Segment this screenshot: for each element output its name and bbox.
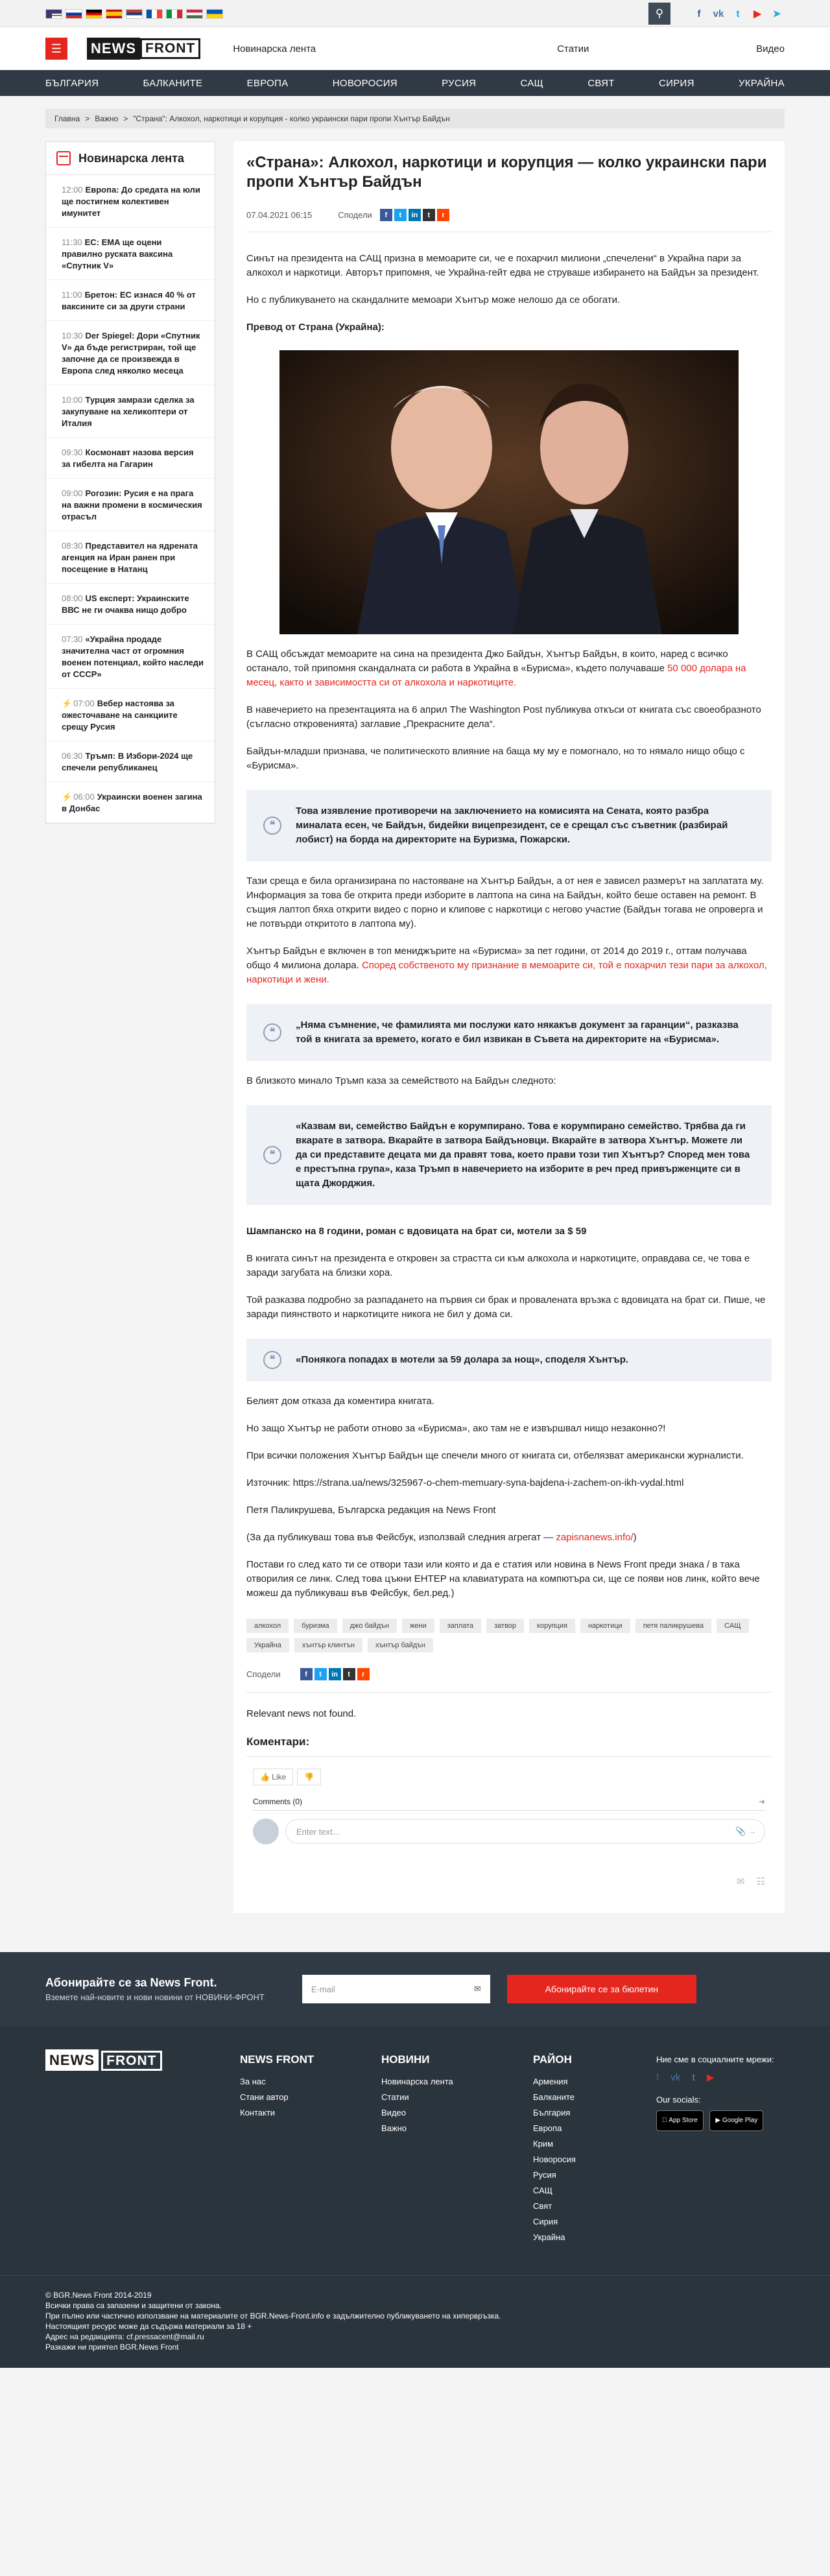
- top-bar: [0, 0, 830, 27]
- email-input[interactable]: [302, 1975, 490, 2003]
- youtube-icon[interactable]: ▶: [753, 8, 761, 19]
- footer-link[interactable]: Украйна: [533, 2232, 565, 2242]
- sidebar-news-item[interactable]: [46, 584, 215, 625]
- email-subscribe-icon[interactable]: ✉: [736, 1876, 745, 1887]
- facebook-icon[interactable]: f: [697, 8, 701, 19]
- article-paragraph: [246, 944, 772, 987]
- news-time: 07:30: [62, 634, 83, 644]
- login-icon[interactable]: ➜: [758, 1797, 765, 1806]
- news-title: Der Spiegel: Дори «Спутник V» да бъде регистриран, той ще започне да се произвежда в Европа след няколко месеца: [62, 331, 200, 376]
- breadcrumb-current: "Страна": Алкохол, наркотици и корупция - колко украински пари пропи Хънтър Байдън: [133, 114, 450, 123]
- footer-link[interactable]: Статии: [381, 2092, 409, 2102]
- share-linkedin-icon[interactable]: in: [409, 209, 421, 221]
- vk-icon[interactable]: vk: [670, 2072, 681, 2083]
- article-paragraph: Белият дом отказа да коментира книгата.: [246, 1396, 434, 1407]
- envelope-icon: ✉: [473, 1984, 481, 1994]
- flag-ua-icon[interactable]: [206, 9, 223, 19]
- footer-legal-line: Адрес на редакцията: cf.pressacent@mail.ru: [45, 2332, 204, 2341]
- search-icon[interactable]: ⚲: [648, 3, 670, 25]
- news-time: 11:30: [62, 237, 82, 247]
- text-span: Хънтър Байдън е включен в топ мениджърите на «Бурисма» за пет години, от 2014 до 2019 г., оттам получава общо 4 милиона долара.: [246, 946, 747, 971]
- quote-block: [246, 1105, 772, 1205]
- news-title: «Украйна продаде значителна част от огромния военен потенциал, който наследи от СССР»: [62, 634, 204, 679]
- news-time: 06:00: [73, 792, 95, 802]
- share-tumblr-icon[interactable]: t: [423, 209, 435, 221]
- tag[interactable]: корупция: [529, 1619, 575, 1633]
- comments-count[interactable]: Comments (0): [253, 1797, 303, 1806]
- quote-text: «Казвам ви, семейство Байдън е корумпирано. Това е корумпирано семейство. Трябва да ги вкарате в затвора. Вкарайте в затвора Байдъновци. Вкарайте в затвора Хънтър. Можете ли да си представите децата ми да правят това, което прави този тип Хънтър? Според мен това е престъпна група», каза Тръмп в навечерието на изборите в реч пред привърженците си в щата Джорджия.: [296, 1121, 750, 1189]
- share-linkedin-icon[interactable]: in: [329, 1668, 341, 1680]
- footer-link[interactable]: България: [533, 2108, 571, 2117]
- calendar-icon: [56, 151, 71, 165]
- share-bar: [246, 1668, 772, 1693]
- footer-bottom: [0, 2275, 830, 2368]
- menu-icon[interactable]: ☰: [45, 38, 67, 60]
- footer-link[interactable]: Свят: [533, 2201, 552, 2211]
- nav-world[interactable]: СВЯТ: [587, 77, 615, 89]
- sidebar-news-item[interactable]: [46, 385, 215, 438]
- share-twitter-icon[interactable]: t: [314, 1668, 327, 1680]
- article-paragraph: Тази среща е била организирана по настояване на Хънтър Байдън, а от нея е зависел размерът на заплатата му. Информация за това бе открита преди изборите в лаптопа на сина на Байдън, който беше оставен на ремонт. В същия лаптоп бяха открити видео с порно и клипове с наркотици с негово участие (Байдън тогава не опроверга и не потвърди откритото в лаптопа му).: [246, 876, 764, 929]
- article-paragraph: При всички положения Хънтър Байдън ще спечели много от книгата си, отбелязват американски журналисти.: [246, 1450, 744, 1461]
- article-paragraph: Постави го след като ти се отвори тази или която и да е статия или новина в News Front преди знака / в така отворилия се линк. След това цъкни ЕНТЕР на клавиатурата на компютъра си, ще се появи нов линк, който вече можеш да публикуваш във Фейсбук, бел.ред.): [246, 1559, 760, 1599]
- footer-link[interactable]: Контакти: [240, 2108, 276, 2117]
- highlighted-text: Според собственото му признание в мемоарите си, той е похарчил тези пари за алкохол, наркотици и жени.: [246, 960, 767, 985]
- news-time: 09:30: [62, 447, 83, 457]
- like-button[interactable]: 👍 Like: [253, 1769, 293, 1785]
- text-span: ): [633, 1532, 637, 1543]
- logo[interactable]: [87, 38, 200, 60]
- breadcrumb: [45, 109, 785, 128]
- news-time: 06:30: [62, 751, 83, 761]
- share-label: Сподели: [246, 1669, 281, 1679]
- footer-link[interactable]: Сирия: [533, 2217, 558, 2226]
- subscribe-section: [0, 1952, 830, 2026]
- nav-usa[interactable]: САЩ: [520, 77, 543, 89]
- related-news: Relevant news not found.: [246, 1708, 357, 1719]
- news-title: EC: EMA ще оцени правилно руската ваксина «Спутник V»: [62, 237, 173, 270]
- tag[interactable]: джо байдън: [342, 1619, 397, 1633]
- quote-icon: ❝: [263, 1023, 281, 1042]
- tag[interactable]: заплата: [440, 1619, 481, 1633]
- news-time: 09:00: [62, 488, 83, 498]
- footer: [0, 2026, 830, 2275]
- article-source: Източник: https://strana.ua/news/325967-o-chem-memuary-syna-bajdena-i-zachem-on-ikh-vydal.html: [246, 1477, 684, 1488]
- tag[interactable]: затвор: [486, 1619, 524, 1633]
- quote-block: [246, 790, 772, 861]
- comments-count-row: [253, 1797, 765, 1811]
- share-facebook-icon[interactable]: f: [380, 209, 392, 221]
- news-title: US експерт: Украинските ВВС не ги очаква нищо добро: [62, 593, 189, 615]
- social-title: Ние сме в социалните мрежи:: [656, 2055, 774, 2064]
- share-facebook-icon[interactable]: f: [300, 1668, 313, 1680]
- quote-text: „Няма съмнение, че фамилията ми послужи като някакъв документ за гаранции“, разказва той в книгата за времето, когато е бил извикан в Съвета на директорите на «Бурисма».: [296, 1020, 739, 1045]
- comment-input[interactable]: [285, 1819, 765, 1844]
- vk-icon[interactable]: vk: [713, 8, 724, 19]
- article-paragraph: Превод от Страна (Украйна):: [246, 322, 385, 333]
- attach-icon[interactable]: 📎 →: [735, 1826, 757, 1836]
- article-image: [279, 350, 739, 634]
- google-play-button[interactable]: ▶ Google Play: [709, 2110, 763, 2131]
- header-video-link[interactable]: Видео: [756, 43, 785, 54]
- twitter-icon[interactable]: t: [692, 2072, 695, 2083]
- header-articles-link[interactable]: Статии: [557, 43, 589, 54]
- app-store-button[interactable]: App Store: [656, 2110, 704, 2131]
- footer-link[interactable]: Важно: [381, 2123, 407, 2133]
- quote-text: «Понякога попадах в мотели за 59 долара за нощ», споделя Хънтър.: [296, 1354, 629, 1365]
- article-paragraph: [246, 1531, 772, 1545]
- sidebar-news-item[interactable]: [46, 438, 215, 479]
- flag-es-icon[interactable]: [106, 9, 123, 19]
- breadcrumb-separator: >: [123, 114, 128, 123]
- socials-label: Our socials:: [656, 2095, 701, 2105]
- news-title: Турция замрази сделка за закупуване на хеликоптери от Италия: [62, 395, 195, 428]
- footer-link[interactable]: Крим: [533, 2139, 554, 2149]
- sidebar-news-item[interactable]: [46, 321, 215, 385]
- tag[interactable]: САЩ: [717, 1619, 748, 1633]
- tags-list: [246, 1619, 772, 1652]
- nav-europe[interactable]: ЕВРОПА: [246, 77, 289, 89]
- breadcrumb-important[interactable]: Важно: [95, 114, 119, 123]
- avatar: [253, 1819, 279, 1844]
- footer-legal-line: Разкажи ни приятел BGR.News Front: [45, 2343, 179, 2352]
- nav-syria[interactable]: СИРИЯ: [658, 77, 694, 89]
- quote-icon: ❝: [263, 1146, 281, 1164]
- share-tumblr-icon[interactable]: t: [343, 1668, 355, 1680]
- flag-it-icon[interactable]: [166, 9, 183, 19]
- dislike-button[interactable]: 👎: [297, 1769, 321, 1785]
- footer-col-region: [533, 2052, 656, 2245]
- subscribe-button[interactable]: Абонирайте се за бюлетин: [507, 1975, 696, 2003]
- news-time: 08:30: [62, 541, 83, 551]
- sidebar-news-item[interactable]: [46, 741, 215, 782]
- footer-link[interactable]: Балканите: [533, 2092, 575, 2102]
- article-title: «Страна»: Алкохол, наркотици и корупция — колко украински пари пропи Хънтър Байдън: [246, 154, 767, 191]
- share-twitter-icon[interactable]: t: [394, 209, 407, 221]
- news-time: 08:00: [62, 593, 83, 603]
- footer-link[interactable]: Новоросия: [533, 2154, 576, 2164]
- sidebar-news-item[interactable]: [46, 625, 215, 689]
- article-meta: [246, 209, 772, 232]
- tag[interactable]: Украйна: [246, 1638, 289, 1652]
- comments-footer-icons: [253, 1876, 765, 1887]
- footer-legal-line: Настоящият ресурс може да съдържа материали за 18 +: [45, 2322, 252, 2331]
- tag[interactable]: алкохол: [246, 1619, 289, 1633]
- sidebar-header[interactable]: [46, 142, 215, 175]
- flag-rs-icon[interactable]: [126, 9, 143, 19]
- logo-front: FRONT: [101, 2051, 161, 2071]
- sidebar-news-item[interactable]: [46, 479, 215, 531]
- article-paragraph: В книгата синът на президента е откровен за страстта си към алкохола и наркотиците, оправдава се, че това е заради загубата на близки хора.: [246, 1253, 750, 1278]
- quote-block: [246, 1004, 772, 1061]
- news-title: Представител на ядрената агенция на Иран ранен при посещение в Натанц: [62, 541, 198, 574]
- footer-social: [656, 2052, 774, 2245]
- breadcrumb-home[interactable]: Главна: [54, 114, 80, 123]
- quote-block: [246, 1339, 772, 1381]
- footer-col-news: [381, 2052, 533, 2245]
- share-label: Сподели: [338, 210, 372, 220]
- footer-legal-line: © BGR.News Front 2014-2019: [45, 2291, 152, 2300]
- article-paragraph: В навечерието на презентацията на 6 април The Washington Post публикува откъси от книгата със своеобразното (съгласно откровенията) заглавие „Прекрасните дела“.: [246, 704, 761, 730]
- news-title: Тръмп: В Избори-2024 ще спечели републиканец: [62, 751, 193, 772]
- footer-link[interactable]: Видео: [381, 2108, 406, 2117]
- footer-col-title: NEWS FRONT: [240, 2053, 314, 2066]
- aggregator-link[interactable]: zapisnanews.info/: [556, 1532, 634, 1543]
- footer-link[interactable]: Новинарска лента: [381, 2077, 453, 2086]
- sidebar-news-item[interactable]: [46, 228, 215, 280]
- language-flags: [45, 9, 223, 19]
- article-paragraph: Той разказва подробно за разпадането на първия си брак и провалената връзка с вдовицата на брат си. Пише, че заради пиянството и наркотиците никога не бил у дома си.: [246, 1294, 766, 1320]
- footer-logo[interactable]: [45, 2052, 240, 2245]
- footer-link[interactable]: Русия: [533, 2170, 556, 2180]
- like-label: Like: [272, 1772, 287, 1782]
- quote-icon: ❝: [263, 1351, 281, 1369]
- footer-legal-line: Всички права са запазени и защитени от закона.: [45, 2301, 222, 2310]
- sidebar-news-item[interactable]: [46, 280, 215, 321]
- news-title: Европа: До средата на юли ще постигнем колективен имунитет: [62, 185, 200, 218]
- quote-icon: ❝: [263, 817, 281, 835]
- header: [0, 27, 830, 70]
- share-reddit-icon[interactable]: r: [437, 209, 449, 221]
- text-span: (За да публикуваш това във Фейсбук, използвай следния агрегат —: [246, 1532, 556, 1543]
- nav-bulgaria[interactable]: БЪЛГАРИЯ: [45, 77, 99, 89]
- news-title: Бретон: ЕС изнася 40 % от ваксините си за други страни: [62, 290, 196, 311]
- twitter-icon[interactable]: t: [736, 8, 740, 19]
- article-author: Петя Паликрушева, Българска редакция на News Front: [246, 1505, 496, 1516]
- nav-balkans[interactable]: БАЛКАНИТЕ: [143, 77, 203, 89]
- header-news-feed-link[interactable]: Новинарска лента: [233, 43, 316, 54]
- footer-col-title: РАЙОН: [533, 2053, 572, 2066]
- tag[interactable]: петя паликрушева: [635, 1619, 711, 1633]
- sidebar-news-item[interactable]: [46, 175, 215, 228]
- logo-news: NEWS: [87, 38, 140, 60]
- article-lead: Синът на президента на САЩ призна в мемоарите си, че е похарчил милиони „спечелени“ в Украйна пари за алкохол и наркотици. Авторът припомня, че Украйна-гейт едва не струваше избирането на Байдън за президент.: [246, 253, 759, 278]
- tag[interactable]: буризма: [294, 1619, 337, 1633]
- news-title: Рогозин: Русия е на прага на важни промени в космическия отрасъл: [62, 488, 202, 521]
- text-span: В САЩ обсъждат мемоарите на сина на президента Джо Байдън, Хънтър Байдън, в които, наред с всичко останало, той припомня скандалната си работа в Украйна в «Бурисма», където получаваше: [246, 649, 728, 674]
- highlighted-text: 50 000 долара на месец, както и зависимостта си от алкохола и наркотиците.: [246, 663, 746, 688]
- news-time: 10:00: [62, 395, 83, 405]
- tag[interactable]: наркотици: [580, 1619, 630, 1633]
- subscribe-subtitle: Вземете най-новите и нови новини от НОВИНИ-ФРОНТ: [45, 1992, 265, 2002]
- news-time: 10:30: [62, 331, 83, 340]
- breadcrumb-separator: >: [85, 114, 90, 123]
- lightning-icon: ⚡: [62, 792, 73, 802]
- article-paragraph: В близкото минало Тръмп каза за семейството на Байдън следното:: [246, 1075, 556, 1086]
- google-play-label: Google Play: [717, 2117, 753, 2124]
- rss-icon[interactable]: ☷: [756, 1876, 765, 1887]
- article-date: 07.04.2021 06:15: [246, 210, 313, 220]
- sidebar-news-item[interactable]: [46, 531, 215, 584]
- article-paragraph: Но с публикуването на скандалните мемоари Хънтър може нелошо да се обогати.: [246, 294, 621, 305]
- footer-link[interactable]: Европа: [533, 2123, 562, 2133]
- article-paragraph: Но защо Хънтър не работи отново за «Бурисма», ако там не е извършвал нищо незаконно?!: [246, 1423, 666, 1434]
- logo-front: FRONT: [140, 38, 200, 59]
- tag[interactable]: хънтър клинтън: [294, 1638, 362, 1652]
- flag-ru-icon[interactable]: [65, 9, 82, 19]
- lightning-icon: ⚡: [62, 698, 73, 708]
- news-title: Космонавт назова версия за гибелта на Гагарин: [62, 447, 194, 469]
- article-subheading: Шампанско на 8 години, роман с вдовицата на брат си, мотели за $ 59: [246, 1226, 587, 1237]
- footer-col-newsfront: [240, 2052, 381, 2245]
- flag-us-icon[interactable]: [45, 9, 62, 19]
- article-photo-illustration: [279, 350, 739, 634]
- logo-news: NEWS: [45, 2049, 99, 2071]
- news-title: Украински военен загина в Донбас: [62, 792, 202, 813]
- subscribe-title: Абонирайте се за News Front.: [45, 1976, 217, 1989]
- news-time: 11:00: [62, 290, 82, 300]
- share-reddit-icon[interactable]: r: [357, 1668, 370, 1680]
- article: [233, 141, 785, 1913]
- comments-box: [246, 1769, 772, 1887]
- news-time: 12:00: [62, 185, 83, 195]
- nav-novorossiya[interactable]: НОВОРОСИЯ: [332, 77, 397, 89]
- tag[interactable]: жени: [402, 1619, 434, 1633]
- flag-fr-icon[interactable]: [146, 9, 163, 19]
- comment-placeholder: Enter text...: [296, 1826, 340, 1837]
- footer-link[interactable]: Стани автор: [240, 2092, 289, 2102]
- footer-col-title: НОВИНИ: [381, 2053, 430, 2066]
- sidebar-title: Новинарска лента: [78, 151, 184, 165]
- nav-russia[interactable]: РУСИЯ: [442, 77, 477, 89]
- telegram-icon[interactable]: ➤: [772, 8, 781, 19]
- main-nav: [0, 70, 830, 96]
- sidebar-news-item[interactable]: [46, 782, 215, 823]
- sidebar-news-item[interactable]: [46, 689, 215, 741]
- article-paragraph: Байдън-младши признава, че политическото влияние на баща му му е помогнало, но то нямало нищо общо с «Бурисма».: [246, 746, 745, 771]
- footer-link[interactable]: САЩ: [533, 2186, 552, 2195]
- app-store-label: App Store: [663, 2117, 693, 2124]
- flag-de-icon[interactable]: [86, 9, 102, 19]
- nav-ukraine[interactable]: УКРАЙНА: [738, 77, 785, 89]
- youtube-icon[interactable]: ▶: [706, 2072, 715, 2083]
- comments-title: Коментари:: [246, 1735, 772, 1757]
- news-feed-sidebar: [45, 141, 215, 824]
- footer-link[interactable]: За нас: [240, 2077, 266, 2086]
- news-title: Вебер настоява за ожесточаване на санкциите срещу Русия: [62, 698, 178, 732]
- flag-hu-icon[interactable]: [186, 9, 203, 19]
- footer-legal-line: При пълно или частично използване на материалите от BGR.News-Front.info е задължително публикуването на хипервръзка.: [45, 2311, 501, 2320]
- article-paragraph: [246, 647, 772, 690]
- email-placeholder: E-mail: [311, 1984, 335, 1994]
- footer-link[interactable]: Армения: [533, 2077, 568, 2086]
- quote-text: Това изявление противоречи на заключението на комисията на Сената, която разбра миналата есен, че Байдън, бидейки вицепрезидент, се е срещал със съветник (разбирай лобист) на борда на директорите на Буризма, Пожарски.: [296, 805, 728, 845]
- tag[interactable]: хънтър байдън: [368, 1638, 433, 1652]
- facebook-icon[interactable]: f: [656, 2072, 659, 2083]
- news-time: 07:00: [73, 698, 95, 708]
